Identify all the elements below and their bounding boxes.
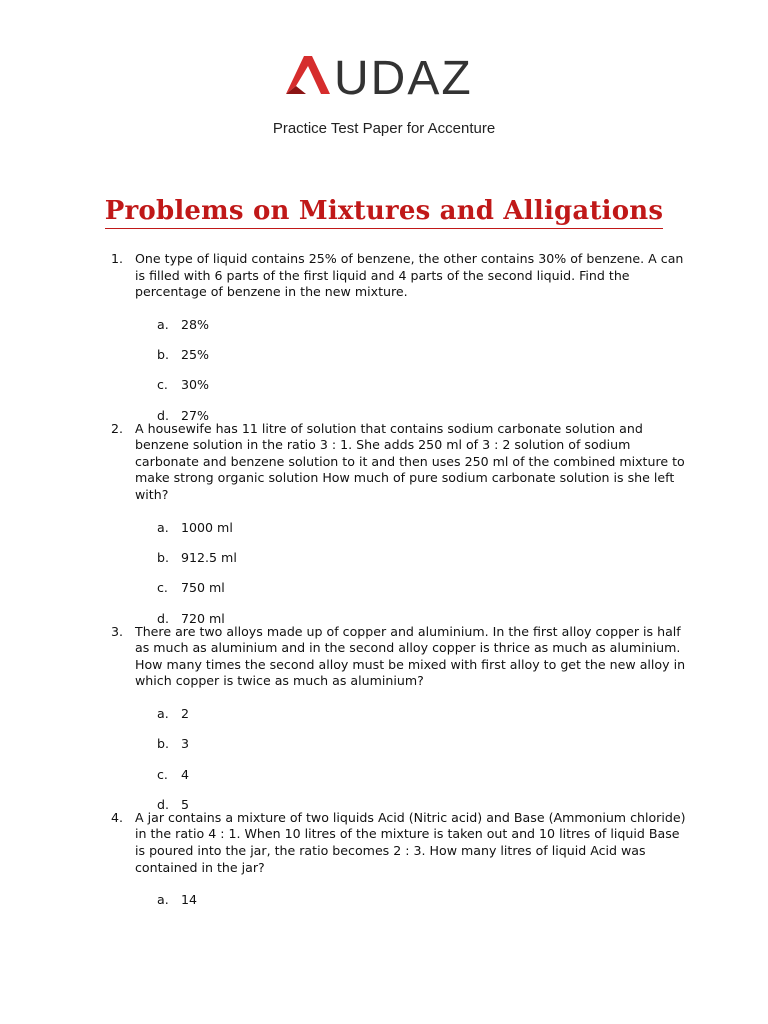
options-4 [0,892,768,922]
question-text: A jar contains a mixture of two liquids Acid (Nitric acid) and Base (Ammonium chloride) in the ratio 4 : 1. When 10 litres of the mixture is taken out and 10 litres of liquid Base is poured into the jar, the ratio becomes 2 : 3. How many litres of liquid Acid was contained in the jar? [135,809,686,875]
option-text: 30% [181,377,209,393]
option-letter: d. [157,610,169,626]
option-text: 2 [181,705,190,721]
options-1 [0,317,768,421]
question-4 [0,810,768,876]
option-letter: a. [157,316,169,332]
option-item [0,611,768,624]
option-text: 1000 ml [181,519,233,535]
option-item [0,892,768,922]
option-text: 5 [181,796,190,812]
question-list [0,251,768,922]
options-2 [0,520,768,624]
option-letter: a. [157,705,169,721]
option-text: 28% [181,316,209,332]
option-letter: d. [157,796,169,812]
option-letter: b. [157,736,169,752]
page-title-wrap [0,196,768,229]
svg-text:UDAZ: UDAZ [334,52,473,104]
option-text: 3 [181,736,190,752]
question-number: 1. [111,251,124,266]
audaz-logo [0,48,768,104]
option-item [0,377,768,407]
option-text: 912.5 ml [181,549,237,565]
option-text: 720 ml [181,610,225,626]
options-3 [0,706,768,810]
option-text: 750 ml [181,580,225,596]
option-letter: c. [157,580,168,596]
question-1 [0,251,768,301]
option-letter: c. [157,766,168,782]
option-letter: b. [157,347,169,363]
question-2 [0,421,768,504]
option-item [0,347,768,377]
option-item [0,736,768,766]
option-letter: b. [157,549,169,565]
option-item [0,408,768,421]
option-item [0,767,768,797]
option-item [0,550,768,580]
question-number: 2. [111,420,124,436]
option-text: 14 [181,892,198,908]
page-title: Problems on Mixtures and Alligations [105,196,663,229]
option-letter: a. [157,892,169,908]
subtitle: Practice Test Paper for Accenture [272,120,496,137]
question-text: There are two alloys made up of copper and aluminium. In the first alloy copper is half as much as aluminium and in the second alloy copper is thrice as much as aluminium. How many times the second alloy must be mixed with first alloy to get the new alloy in which copper is twice as much as aluminium? [135,623,686,689]
option-text: 25% [181,347,209,363]
question-text: A housewife has 11 litre of solution that contains sodium carbonate solution and benzene solution in the ratio 3 : 1. She adds 250 ml of 3 : 2 solution of sodium carbonate and benzene solution to it and then uses 250 ml of the combined mixture to make strong organic solution How much of pure sodium carbonate solution is she left with? [135,420,685,503]
question-3 [0,624,768,690]
question-number: 3. [111,623,124,639]
option-item [0,520,768,550]
option-item [0,317,768,347]
option-text: 27% [181,407,209,423]
question-number: 4. [111,809,124,825]
option-letter: c. [157,377,168,393]
option-item [0,580,768,610]
option-item [0,706,768,736]
question-text: One type of liquid contains 25% of benzene, the other contains 30% of benzene. A can is filled with 6 parts of the first liquid and 4 parts of the second liquid. Find the percentage of benzene in the new mixture. [135,251,684,300]
option-letter: a. [157,519,169,535]
option-letter: d. [157,407,169,423]
option-text: 4 [181,766,190,782]
option-item [0,797,768,810]
